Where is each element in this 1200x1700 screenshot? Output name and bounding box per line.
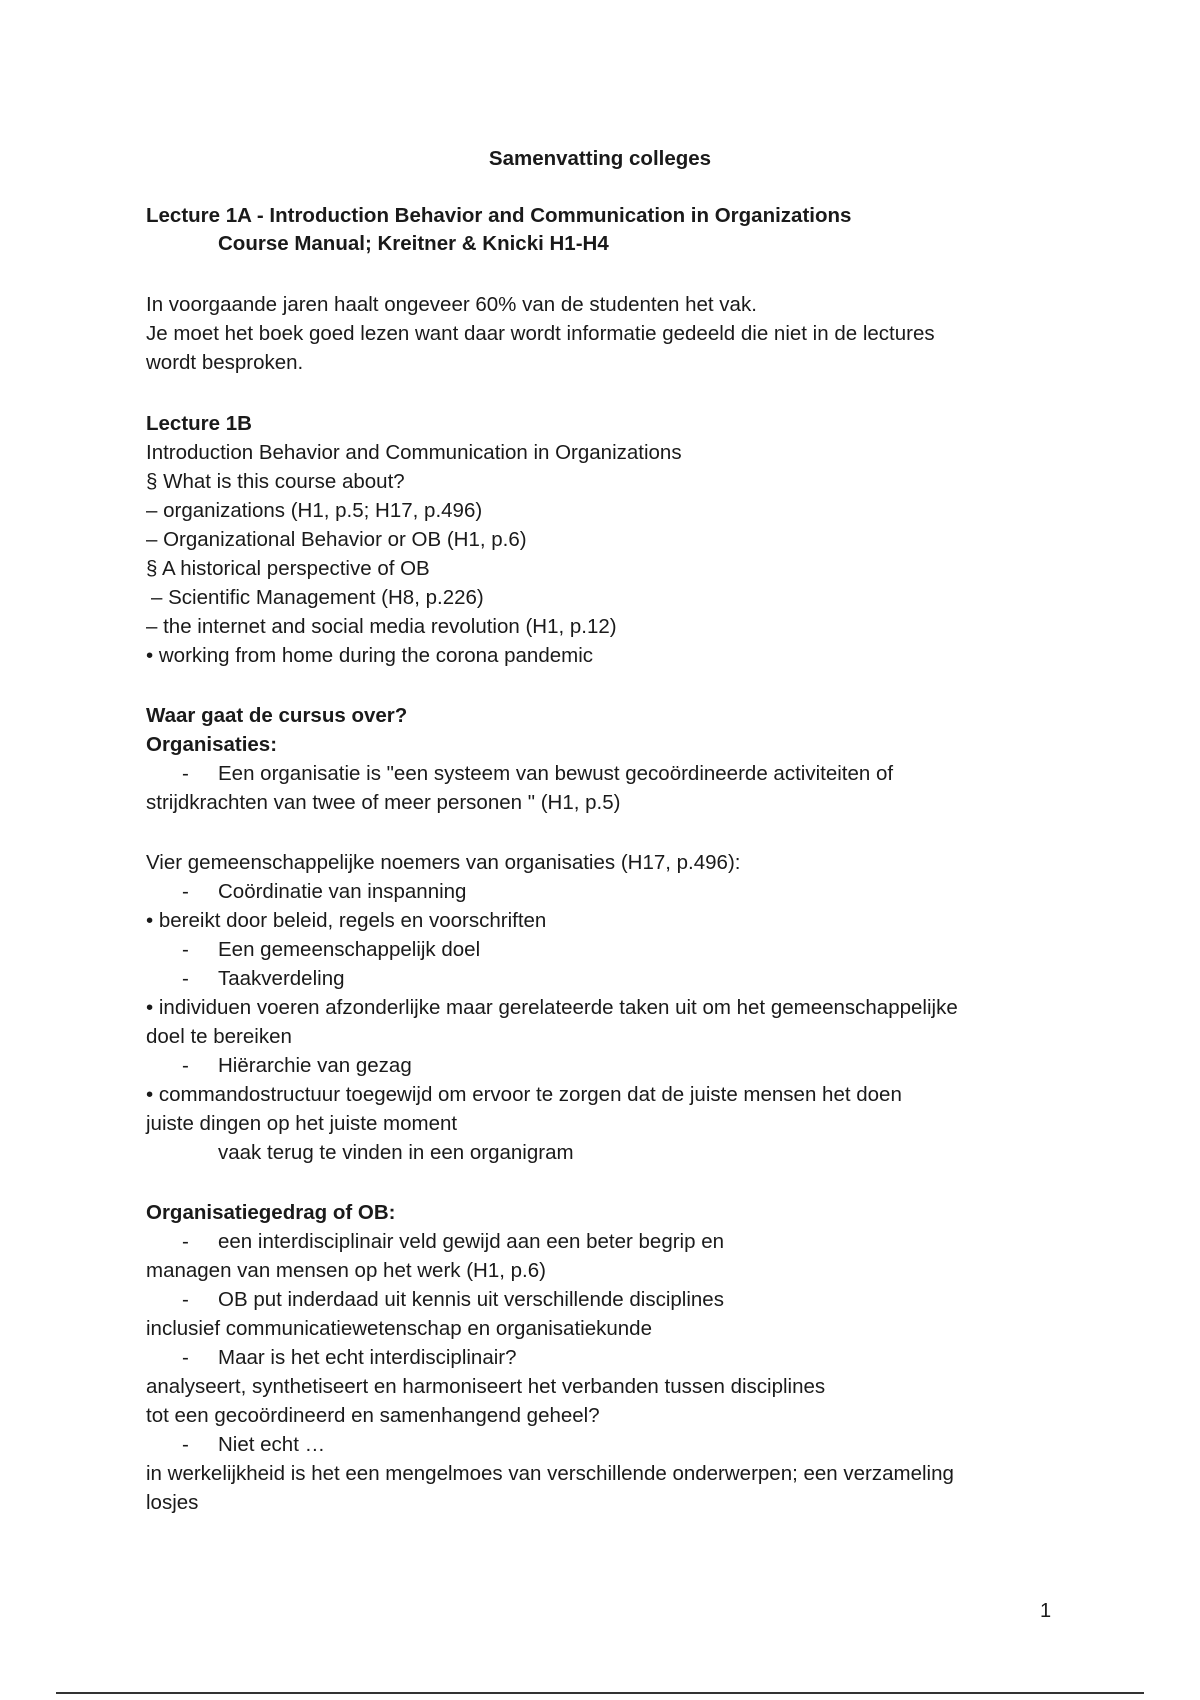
paragraph-line: juiste dingen op het juiste moment [146, 1112, 458, 1135]
lecture-1b-line: – Scientific Management (H8, p.226) [151, 586, 484, 609]
lecture-1b-line: Introduction Behavior and Communication in Organizations [146, 441, 682, 464]
intro-paragraph-line: wordt besproken. [146, 351, 304, 374]
document-title: Samenvatting colleges [488, 147, 712, 170]
intro-paragraph-line: In voorgaande jaren haalt ongeveer 60% van de studenten het vak. [146, 293, 757, 316]
lecture-1b-heading: Lecture 1B [146, 412, 252, 435]
lecture-1b-line: – the internet and social media revolution (H1, p.12) [146, 615, 617, 638]
organisations-heading: Organisaties: [146, 733, 278, 756]
dash-bullet: - [182, 938, 189, 961]
course-section-heading: Waar gaat de cursus over? [146, 704, 408, 727]
paragraph-line: analyseert, synthetiseert en harmoniseert het verbanden tussen disciplines [146, 1375, 826, 1398]
dash-bullet: - [182, 1230, 189, 1253]
dash-bullet: - [182, 1346, 189, 1369]
paragraph-line: strijdkrachten van twee of meer personen " (H1, p.5) [146, 791, 621, 814]
common-denominators-heading: Vier gemeenschappelijke noemers van organisaties (H17, p.496): [146, 851, 741, 874]
ob-heading: Organisatiegedrag of OB: [146, 1201, 396, 1224]
page-bottom-divider [56, 1692, 1144, 1694]
paragraph-line: inclusief communicatiewetenschap en organisatiekunde [146, 1317, 652, 1340]
paragraph-line: • individuen voeren afzonderlijke maar gerelateerde taken uit om het gemeenschappelijke [146, 996, 958, 1019]
dash-bullet: - [182, 967, 189, 990]
dash-bullet: - [182, 1433, 189, 1456]
paragraph-line: vaak terug te vinden in een organigram [218, 1141, 574, 1164]
lecture-1b-line: § A historical perspective of OB [146, 557, 430, 580]
page-number: 1 [1040, 1600, 1052, 1622]
lecture-1a-subheading: Course Manual; Kreitner & Knicki H1-H4 [218, 232, 609, 255]
dash-bullet: - [182, 762, 189, 785]
lecture-1b-line: – Organizational Behavior or OB (H1, p.6) [146, 528, 527, 551]
dash-bullet: - [182, 1054, 189, 1077]
document-page: Samenvatting colleges Lecture 1A - Introduction Behavior and Communication in Organizations Course Manual; Kreitner & Knicki H1-H4 In voorgaande jaren haalt ongeveer 60% van de studenten het vak. Je moet het boek goed lezen want daar wordt informatie gedeeld die niet in de lectures wordt besproken. Lecture 1B Introduction Behavior and Communication in Organizations § What is this course about? – organizations (H1, p.5; H17, p.496) – Organizational Behavior or OB (H1, p.6) § A historical perspective of OB – Scientific Management (H8, p.226) – the internet and social media revolution (H1, p.12) • working from home during the corona pandemic Waar gaat de cursus over? Organisaties: - Een organisatie is "een systeem van bewust gecoördineerde activiteiten of strijdkrachten van twee of meer personen " (H1, p.5) Vier gemeenschappelijke noemers van organisaties (H17, p.496): - Coördinatie van inspanning • bereikt door beleid, regels en voorschriften - Een gemeenschappelijk doel - Taakverdeling • individuen voeren afzonderlijke maar gerelateerde taken uit om het gemeenschappelijke doel te bereiken - Hiërarchie van gezag • commandostructuur toegewijd om ervoor te zorgen dat de juiste mensen het doen juiste dingen op het juiste moment vaak terug te vinden in een organigram Organisatiegedrag of OB: - een interdisciplinair veld gewijd aan een beter begrip en managen van mensen op het werk (H1, p.6) - OB put inderdaad uit kennis uit verschillende disciplines inclusief communicatiewetenschap en organisatiekunde - Maar is het echt interdisciplinair? analyseert, synthetiseert en harmoniseert het verbanden tussen disciplines tot een gecoördineerd en samenhangend geheel? - Niet echt … in werkelijkheid is het een mengelmoes van verschillende onderwerpen; een verzameling losjes 1 [0, 0, 1200, 1700]
lecture-1a-heading: Lecture 1A - Introduction Behavior and Communication in Organizations [146, 204, 852, 227]
paragraph-line: tot een gecoördineerd en samenhangend geheel? [146, 1404, 600, 1427]
lecture-1b-line: § What is this course about? [146, 470, 405, 493]
paragraph-line: managen van mensen op het werk (H1, p.6) [146, 1259, 546, 1282]
intro-paragraph-line: Je moet het boek goed lezen want daar wordt informatie gedeeld die niet in de lectures [146, 322, 935, 345]
paragraph-line: in werkelijkheid is het een mengelmoes van verschillende onderwerpen; een verzameling [146, 1462, 954, 1485]
paragraph-line: doel te bereiken [146, 1025, 292, 1048]
dash-bullet: - [182, 1288, 189, 1311]
paragraph-line: • commandostructuur toegewijd om ervoor te zorgen dat de juiste mensen het doen [146, 1083, 902, 1106]
lecture-1b-line: – organizations (H1, p.5; H17, p.496) [146, 499, 483, 522]
paragraph-line: • bereikt door beleid, regels en voorschriften [146, 909, 547, 932]
lecture-1b-line: • working from home during the corona pandemic [146, 644, 594, 667]
paragraph-line: losjes [146, 1491, 199, 1514]
dash-bullet: - [182, 880, 189, 903]
